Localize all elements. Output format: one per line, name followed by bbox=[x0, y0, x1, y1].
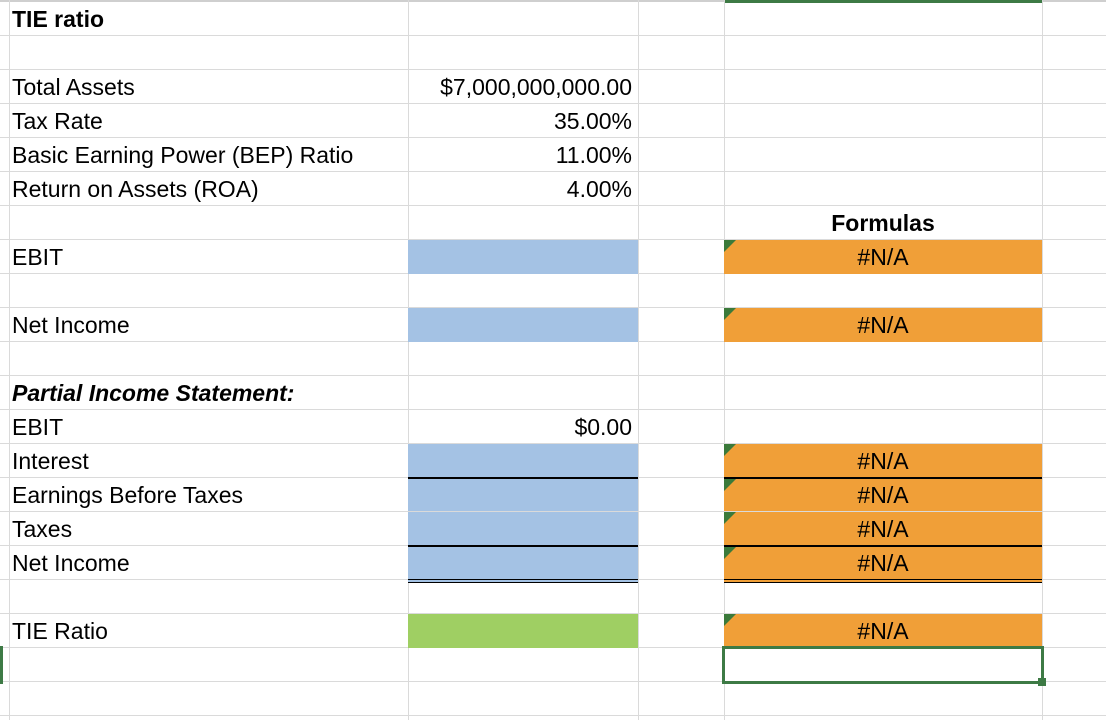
bep-ratio-label[interactable]: Basic Earning Power (BEP) Ratio bbox=[12, 141, 354, 168]
comment-indicator-icon bbox=[724, 240, 736, 252]
partial-net-income-input-cell[interactable] bbox=[408, 545, 638, 583]
taxes-input-cell[interactable] bbox=[408, 512, 638, 546]
total-assets-label[interactable]: Total Assets bbox=[12, 73, 135, 100]
comment-indicator-icon bbox=[724, 308, 736, 320]
interest-input-cell[interactable] bbox=[408, 444, 638, 478]
partial-income-heading[interactable]: Partial Income Statement: bbox=[12, 379, 295, 406]
partial-ebit-value[interactable]: $0.00 bbox=[574, 413, 632, 440]
tax-rate-label[interactable]: Tax Rate bbox=[12, 107, 103, 134]
tax-rate-value[interactable]: 35.00% bbox=[553, 107, 632, 134]
taxes-formula-value: #N/A bbox=[857, 515, 909, 542]
formulas-header[interactable]: Formulas bbox=[831, 209, 935, 236]
taxes-formula-cell[interactable] bbox=[724, 512, 1042, 546]
comment-indicator-icon bbox=[724, 479, 736, 491]
row-18 bbox=[0, 580, 1106, 614]
row-11 bbox=[0, 342, 1106, 376]
row-21 bbox=[0, 682, 1106, 716]
interest-label[interactable]: Interest bbox=[12, 447, 89, 474]
ebt-input-cell[interactable] bbox=[408, 477, 638, 511]
column-line-c bbox=[638, 0, 639, 720]
partial-net-income-label[interactable]: Net Income bbox=[12, 549, 130, 576]
tie-ratio-formula-value: #N/A bbox=[857, 617, 909, 644]
fill-handle[interactable] bbox=[1038, 678, 1046, 686]
ebit-input-cell[interactable] bbox=[408, 240, 638, 274]
ebt-formula-value: #N/A bbox=[857, 481, 909, 508]
interest-formula-value: #N/A bbox=[857, 447, 909, 474]
taxes-label[interactable]: Taxes bbox=[12, 515, 73, 542]
column-line-d bbox=[724, 0, 725, 720]
row-9 bbox=[0, 274, 1106, 308]
net-income-input-cell[interactable] bbox=[408, 308, 638, 342]
partial-ebit-label[interactable]: EBIT bbox=[12, 413, 64, 440]
comment-indicator-icon bbox=[724, 512, 736, 524]
roa-label[interactable]: Return on Assets (ROA) bbox=[12, 175, 259, 202]
ebit-formula-cell[interactable] bbox=[724, 240, 1042, 274]
row-2 bbox=[0, 36, 1106, 70]
sheet-title[interactable]: TIE ratio bbox=[12, 5, 105, 32]
net-income-formula-value: #N/A bbox=[857, 311, 909, 338]
row-selection-marker bbox=[0, 646, 3, 684]
ebt-label[interactable]: Earnings Before Taxes bbox=[12, 481, 243, 508]
ebt-formula-cell[interactable] bbox=[724, 477, 1042, 511]
comment-indicator-icon bbox=[724, 547, 736, 559]
ebit-label[interactable]: EBIT bbox=[12, 243, 64, 270]
partial-net-income-formula-cell[interactable] bbox=[724, 545, 1042, 583]
comment-indicator-icon bbox=[724, 444, 736, 456]
selected-cell[interactable] bbox=[722, 646, 1044, 684]
ebit-formula-value: #N/A bbox=[857, 243, 909, 270]
total-assets-value[interactable]: $7,000,000,000.00 bbox=[440, 73, 632, 100]
roa-value[interactable]: 4.00% bbox=[566, 175, 632, 202]
comment-indicator-icon bbox=[724, 614, 736, 626]
tie-ratio-label[interactable]: TIE Ratio bbox=[12, 617, 108, 644]
interest-formula-cell[interactable] bbox=[724, 444, 1042, 478]
bep-ratio-value[interactable]: 11.00% bbox=[555, 141, 632, 168]
column-line-e bbox=[1042, 0, 1043, 720]
net-income-formula-cell[interactable] bbox=[724, 308, 1042, 342]
tie-ratio-formula-cell[interactable] bbox=[724, 614, 1042, 648]
tie-ratio-answer-cell[interactable] bbox=[408, 614, 638, 648]
partial-net-income-formula-value: #N/A bbox=[857, 549, 909, 576]
net-income-label[interactable]: Net Income bbox=[12, 311, 130, 338]
